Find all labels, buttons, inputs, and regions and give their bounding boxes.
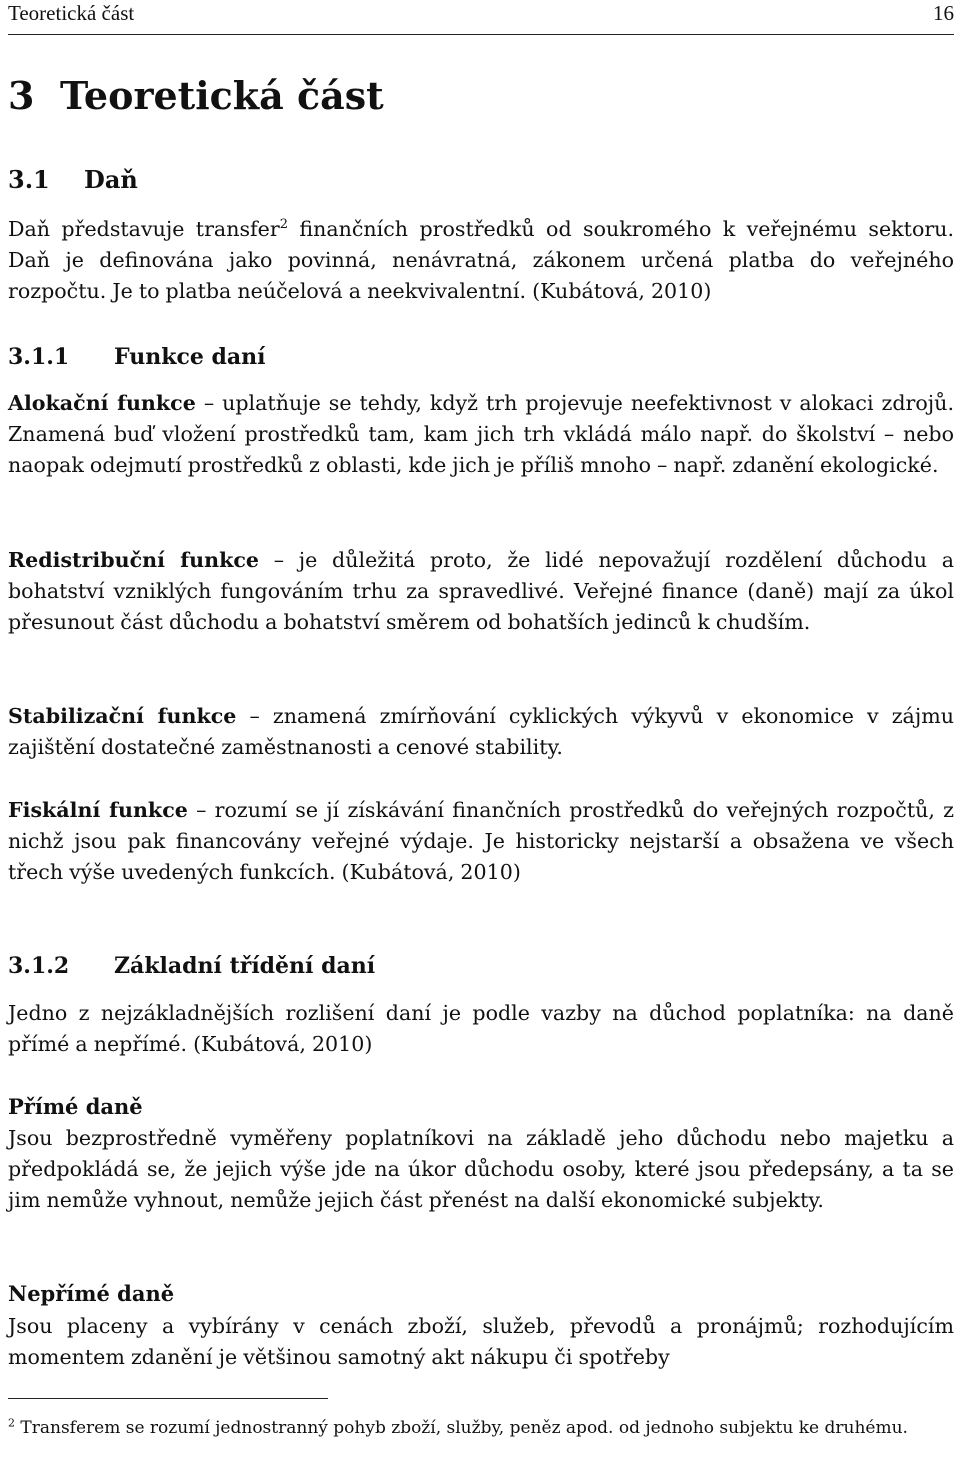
term-stabilizacni: Stabilizační funkce [8, 704, 237, 728]
footnote [8, 1414, 954, 1443]
paragraph-prime-dane: Jsou bezprostředně vyměřeny poplatníkovi na základě jeho důchodu nebo majetku a předpokládá se, že jejich výše jde na úkor důchodu osoby, které jsou předepsány, a ta se jim nemůže vyhnout, nemůže jejich část přenést na další ekonomické subjekty. [8, 1126, 954, 1212]
subsection-number: 3.1.1 [8, 344, 70, 370]
heading-prime-dane: Přímé daně [8, 1094, 143, 1119]
chapter-title: Teoretická část [60, 73, 384, 118]
term-fiskalni: Fiskální funkce [8, 798, 188, 822]
paragraph-neprime-dane: Jsou placeny a vybírány v cenách zboží, služeb, převodů a pronájmů; rozhodujícím momentem zdanění je většinou samotný akt nákupu či spotřeby [8, 1314, 954, 1369]
page-number: 16 [933, 1, 954, 25]
paragraph-fiskalni: Fiskální funkce – rozumí se jí získávání finančních prostředků do veřejných rozpočtů, z nichž jsou pak financovány veřejné výdaje. Je historicky nejstarší a obsažena ve všech třech výše uvedených funkcích. (Kubátová, 2010) [8, 798, 954, 884]
paragraph-alokacni: Alokační funkce – uplatňuje se tehdy, když trh projevuje neefektivnost v alokaci zdrojů. Znamená buď vložení prostředků tam, kam jich trh vkládá málo např. do školství – nebo naopak odejmutí prostředků z oblasti, kde jich je příliš mnoho – např. zdanění ekologické. [8, 391, 954, 477]
paragraph-trideni-intro: Jedno z nejzákladnějších rozlišení daní je podle vazby na důchod poplatníka: na daně přímé a nepřímé. (Kubátová, 2010) [8, 1001, 954, 1056]
subsection-heading-funkce [8, 342, 266, 372]
paragraph-stabilizacni: Stabilizační funkce – znamená zmírňování cyklických výkyvů v ekonomice v zájmu zajištění dostatečné zaměstnanosti a cenové stability. [8, 704, 954, 759]
header-title: Teoretická část [8, 1, 135, 25]
term-alokacni: Alokační funkce [8, 391, 196, 415]
section-title: Daň [84, 165, 138, 194]
footnote-mark: 2 [8, 1416, 15, 1430]
footnote-divider [8, 1398, 328, 1399]
chapter-heading [8, 72, 384, 120]
subsection-heading-trideni [8, 951, 375, 981]
footnote-text: Transferem se rozumí jednostranný pohyb zboží, služby, peněz apod. od jednoho subjektu ke druhému. [15, 1418, 908, 1438]
footnote-reference: 2 [279, 217, 288, 233]
subsection-title: Základní třídění daní [114, 953, 376, 979]
running-header [8, 0, 954, 35]
chapter-number: 3 [8, 73, 35, 118]
heading-neprime-dane: Nepřímé daně [8, 1281, 175, 1306]
section-heading [8, 164, 138, 196]
subsection-title: Funkce daní [114, 344, 266, 370]
section-paragraph: Daň představuje transfer$^2$ finančních prostředků od soukromého k veřejnému sektoru. Daň je definována jako povinná, nenávratná, zákonem určená platba do veřejného rozpočtu. Je to platba neúčelová a neekvivalentní. (Kubátová, 2010) [8, 217, 954, 303]
term-redistribucni: Redistribuční funkce [8, 548, 259, 572]
section-number: 3.1 [8, 165, 50, 194]
paragraph-redistribucni: Redistribuční funkce – je důležitá proto, že lidé nepovažují rozdělení důchodu a bohatství vzniklých fungováním trhu za spravedlivé. Veřejné finance (daně) mají za úkol přesunout část důchodu a bohatství směrem od bohatších jedinců k chudším. [8, 548, 955, 634]
subsection-number: 3.1.2 [8, 953, 70, 979]
